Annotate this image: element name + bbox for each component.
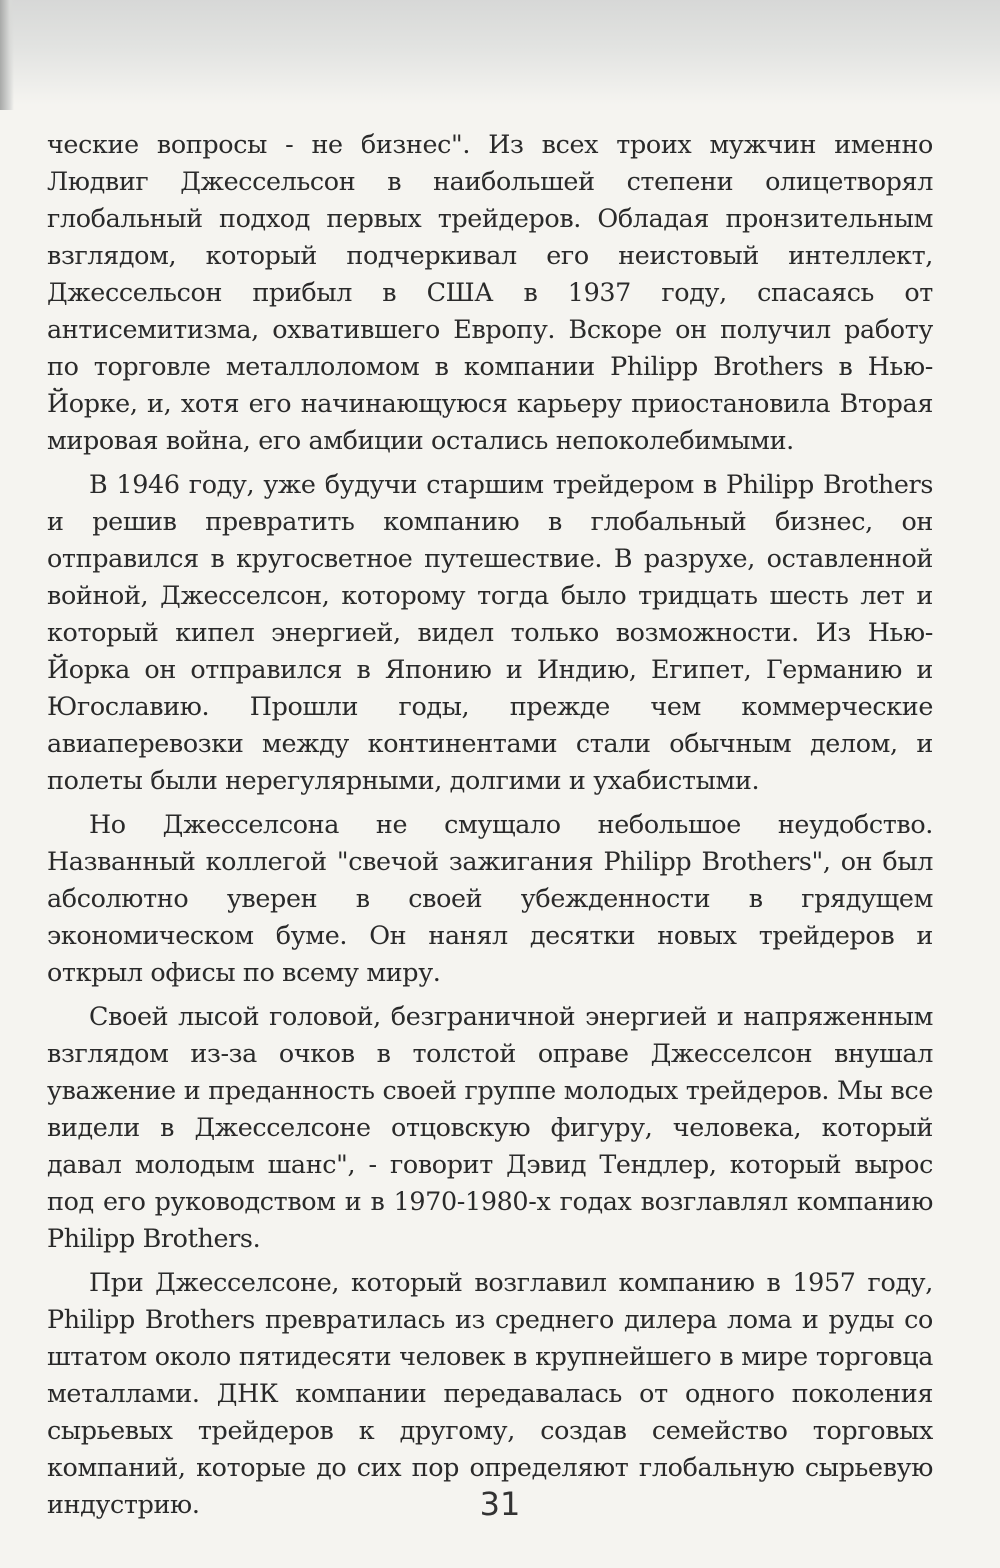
page-number: 31 [479, 1485, 521, 1523]
paragraph-2: В 1946 году, уже будучи старшим трейдером в Philipp Brothers и решив превратить компанию в глобальный бизнес, он отправился в кругосветное путешествие. В разрухе, оставленной войной, Джесселсон, которому тогда было тридцать шесть лет и который кипел энергией, видел только возможности. Из Нью-Йорка он отправился в Японию и Индию, Египет, Германию и Югославию. Прошли годы, прежде чем коммерческие авиаперевозки между континентами стали обычным делом, и полеты были нерегулярными, долгими и ухабистыми. [47, 469, 933, 795]
scan-top-shadow [0, 0, 1000, 105]
scan-left-shadow [0, 0, 14, 110]
paragraph-3: Но Джесселсона не смущало небольшое неудобство. Названный коллегой "свечой зажигания Philipp Brothers", он был абсолютно уверен в своей убежденности в грядущем экономическом буме. Он нанял десятки новых трейдеров и открыл офисы по всему миру. [47, 809, 933, 987]
paragraph-1: ческие вопросы - не бизнес". Из всех троих мужчин именно Людвиг Джессельсон в наибольшей степени олицетворял глобальный подход первых трейдеров. Обладая пронзительным взглядом, который подчеркивал его неистовый интеллект, Джессельсон прибыл в США в 1937 году, спасаясь от антисемитизма, охватившего Европу. Вскоре он получил работу по торговле металлоломом в компании Philipp Brothers в Нью- Йорке, и, хотя его начинающуюся карьеру приостановила Вторая мировая война, его амбиции остались непоколебимыми. [47, 129, 933, 455]
page-body-text [47, 126, 933, 1523]
paragraph-4: Своей лысой головой, безграничной энергией и напряженным взглядом из-за очков в толстой оправе Джесселсон внушал уважение и преданность своей группе молодых трейдеров. Мы все видели в Джесселсоне отцовскую фигуру, человека, который давал молодым шанс", - говорит Дэвид Тендлер, который вырос под его руководством и в 1970-1980-х годах возглавлял компанию Philipp Brothers. [47, 1001, 933, 1253]
paragraph-5: При Джесселсоне, который возглавил компанию в 1957 году, Philipp Brothers превратилась из среднего дилера лома и руды со штатом около пятидесяти человек в крупнейшего в мире торговца металлами. ДНК компании передавалась от одного поколения сырьевых трейдеров к другому, создав семейство торговых компаний, которые до сих пор определяют глобальную сырьевую индустрию. [47, 1267, 933, 1519]
